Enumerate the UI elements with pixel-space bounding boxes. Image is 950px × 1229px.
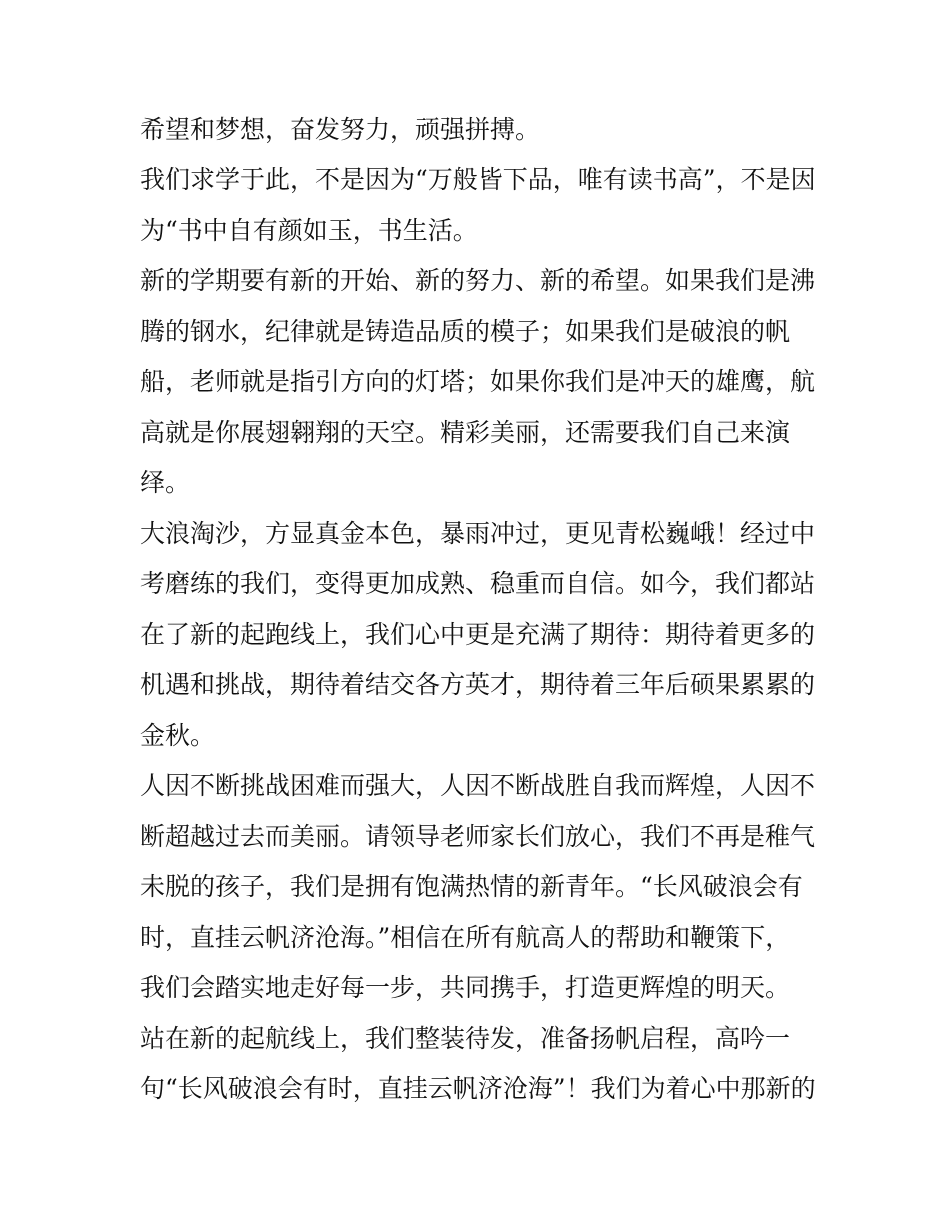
text-line: 时，直挂云帆济沧海。”相信在所有航高人的帮助和鞭策下， (140, 923, 791, 952)
text-line: 人因不断挑战困难而强大，人因不断战胜自我而辉煌，人因不 (140, 771, 816, 800)
text-line: 大浪淘沙，方显真金本色，暴雨冲过，更见青松巍峨！经过中 (140, 519, 816, 548)
text-line: 我们求学于此，不是因为“万般皆下品，唯有读书高”，不是因 (140, 165, 816, 194)
text-line: 断超越过去而美丽。请领导老师家长们放心，我们不再是稚气 (140, 822, 816, 851)
text-line: 船，老师就是指引方向的灯塔；如果你我们是冲天的雄鹰，航 (140, 367, 816, 396)
text-line: 在了新的起跑线上，我们心中更是充满了期待：期待着更多的 (140, 620, 816, 649)
text-line: 机遇和挑战，期待着结交各方英才，期待着三年后硕果累累的 (140, 670, 816, 699)
text-line: 我们会踏实地走好每一步，共同携手，打造更辉煌的明天。 (140, 973, 791, 1002)
text-line: 站在新的起航线上，我们整装待发，准备扬帆启程，高吟一 (140, 1024, 791, 1053)
text-line: 未脱的孩子，我们是拥有饱满热情的新青年。“长风破浪会有 (140, 872, 803, 901)
text-line: 考磨练的我们，变得更加成熟、稳重而自信。如今，我们都站 (140, 569, 816, 598)
text-line: 金秋。 (140, 721, 216, 750)
text-line: 句“长风破浪会有时，直挂云帆济沧海”！我们为着心中那新的 (140, 1074, 816, 1103)
text-line: 希望和梦想，奋发努力，顽强拼搏。 (140, 115, 541, 144)
text-line: 新的学期要有新的开始、新的努力、新的希望。如果我们是沸 (140, 266, 816, 295)
text-line: 为“书中自有颜如玉，书生活。 (140, 216, 478, 245)
text-line: 高就是你展翅翱翔的天空。精彩美丽，还需要我们自己来演 (140, 418, 791, 447)
text-line: 绎。 (140, 468, 191, 497)
text-line: 腾的钢水，纪律就是铸造品质的模子；如果我们是破浪的帆 (140, 317, 791, 346)
